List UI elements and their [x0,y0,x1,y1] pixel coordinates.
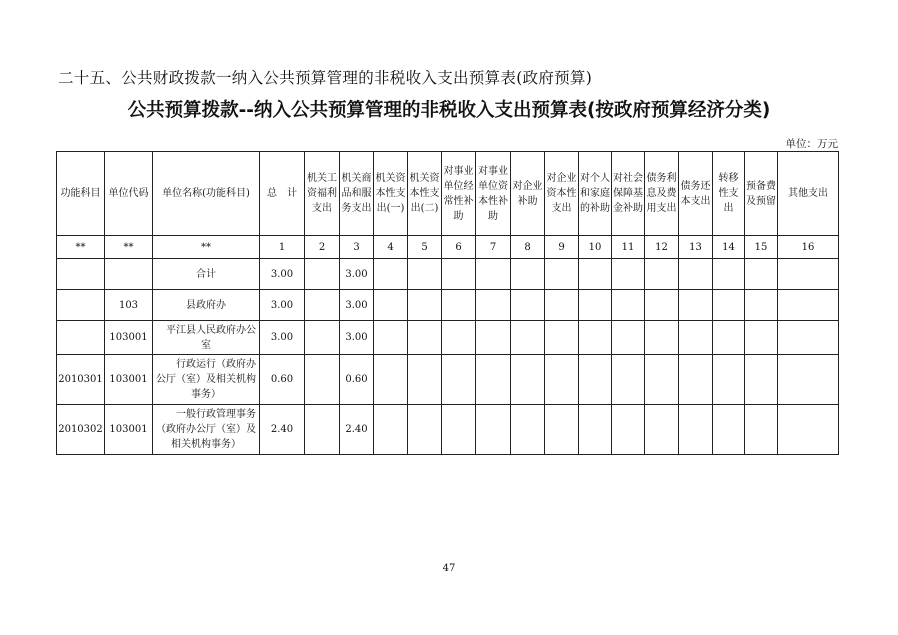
header-cell: 对事业单位资本性补助 [476,152,511,236]
header-cell: 机关资本性支出(二) [408,152,442,236]
budget-table [56,151,839,455]
wage-cell [305,321,340,355]
unit-code-cell: 103001 [105,405,153,455]
column-number: 9 [545,236,579,259]
page-number: 47 [442,563,456,574]
total-cell: 0.60 [260,355,305,405]
header-cell: 对企业资本性支出 [545,152,579,236]
wage-cell [305,290,340,321]
header-cell: 对个人和家庭的补助 [579,152,612,236]
unit-code-cell [105,259,153,290]
header-cell: 对社会保障基金补助 [612,152,645,236]
unit-code-cell: 103 [105,290,153,321]
function-code-cell [57,290,105,321]
section-title: 二十五、公共财政拨款一纳入公共预算管理的非税收入支出预算表(政府预算) [58,69,593,87]
unit-name-cell: 行政运行（政府办公厅（室）及相关机构事务） [153,355,260,405]
column-number: ** [105,236,153,259]
goods-services-cell: 3.00 [340,321,374,355]
goods-services-cell: 2.40 [340,405,374,455]
goods-services-cell: 3.00 [340,259,374,290]
header-cell: 债务利息及费用支出 [645,152,679,236]
total-cell: 3.00 [260,290,305,321]
unit-name-cell: 县政府办 [153,290,260,321]
table-row [57,321,839,355]
column-number: 10 [579,236,612,259]
unit-code-cell: 103001 [105,355,153,405]
column-number: 7 [476,236,511,259]
column-number: 16 [778,236,839,259]
unit-code-cell: 103001 [105,321,153,355]
function-code-cell [57,259,105,290]
table-row [57,355,839,405]
column-number: 14 [713,236,745,259]
unit-label: 单位：万元 [785,138,838,150]
column-number: ** [57,236,105,259]
function-code-cell: 2010302 [57,405,105,455]
header-cell: 单位代码 [105,152,153,236]
total-cell: 3.00 [260,321,305,355]
column-number: 4 [374,236,408,259]
total-cell: 3.00 [260,259,305,290]
main-title: 公共预算拨款--纳入公共预算管理的非税收入支出预算表(按政府预算经济分类) [127,100,771,121]
column-number: 13 [679,236,713,259]
header-cell: 转移性支出 [713,152,745,236]
header-cell: 功能科目 [57,152,105,236]
column-number: 3 [340,236,374,259]
unit-name-cell: 合计 [153,259,260,290]
wage-cell [305,259,340,290]
table-row [57,405,839,455]
header-cell: 对事业单位经常性补助 [442,152,476,236]
goods-services-cell: 0.60 [340,355,374,405]
column-number-row [57,236,839,259]
header-cell: 单位名称(功能科目) [153,152,260,236]
header-cell: 总 计 [260,152,305,236]
table-row [57,259,839,290]
header-cell: 对企业补助 [511,152,545,236]
column-number: 15 [745,236,778,259]
header-cell: 机关商品和服务支出 [340,152,374,236]
column-number: ** [153,236,260,259]
total-cell: 2.40 [260,405,305,455]
function-code-cell: 2010301 [57,355,105,405]
header-cell: 其他支出 [778,152,839,236]
wage-cell [305,355,340,405]
header-row [57,152,839,236]
unit-name-cell: 平江县人民政府办公室 [153,321,260,355]
header-cell: 预备费及预留 [745,152,778,236]
wage-cell [305,405,340,455]
header-cell: 机关工资福利支出 [305,152,340,236]
column-number: 1 [260,236,305,259]
table-row [57,290,839,321]
column-number: 5 [408,236,442,259]
column-number: 12 [645,236,679,259]
unit-name-cell: 一般行政管理事务（政府办公厅（室）及相关机构事务） [153,405,260,455]
column-number: 11 [612,236,645,259]
column-number: 2 [305,236,340,259]
column-number: 6 [442,236,476,259]
header-cell: 机关资本性支出(一) [374,152,408,236]
column-number: 8 [511,236,545,259]
goods-services-cell: 3.00 [340,290,374,321]
header-cell: 债务还本支出 [679,152,713,236]
function-code-cell [57,321,105,355]
